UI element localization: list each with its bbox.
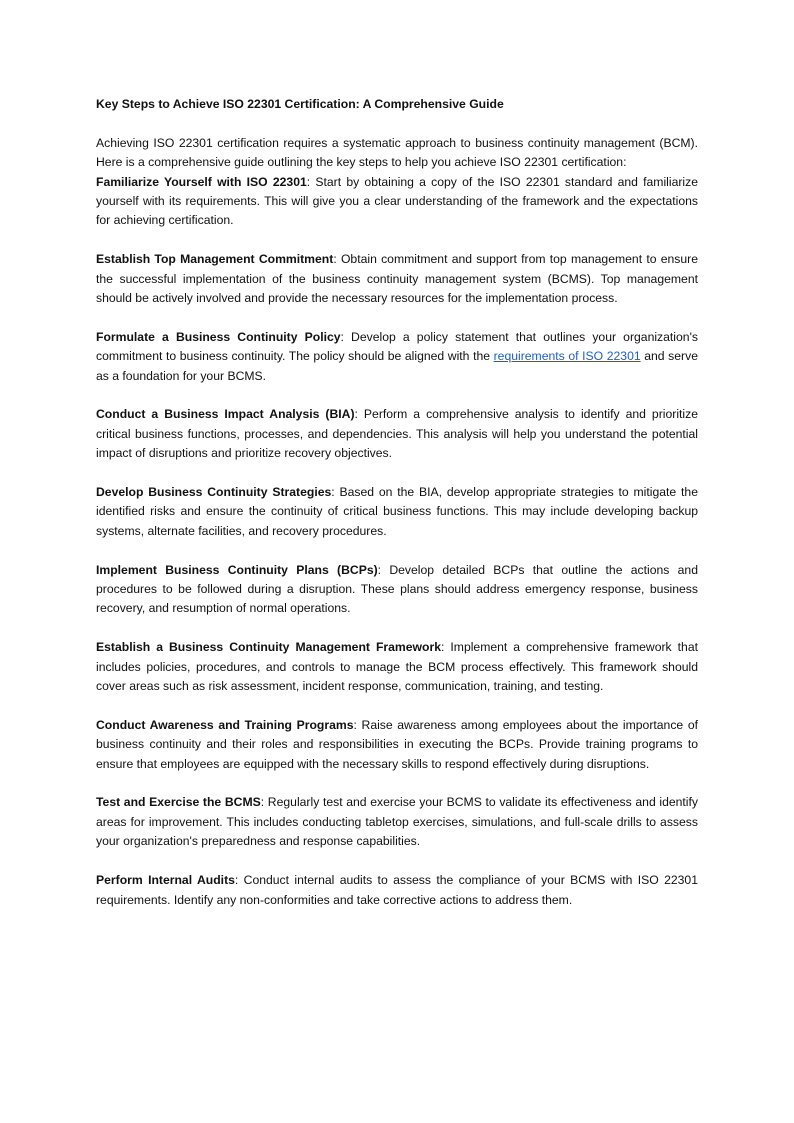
section-paragraph [96,793,698,851]
section-paragraph [96,483,698,541]
section-paragraph [96,173,698,231]
document-page [96,95,698,910]
section-heading: Perform Internal Audits [96,873,235,888]
section-heading: Implement Business Continuity Plans (BCPs) [96,562,378,577]
section-heading: Formulate a Business Continuity Policy [96,329,341,344]
section-paragraph [96,871,698,910]
section-heading: Conduct Awareness and Training Programs [96,717,354,732]
requirements-link[interactable]: requirements of ISO 22301 [493,349,641,364]
section-paragraph [96,638,698,696]
section-paragraph [96,250,698,308]
section-heading: Familiarize Yourself with ISO 22301 [96,174,307,189]
section-heading: Develop Business Continuity Strategies [96,485,332,500]
section-text: : Obtain commitment and support from top management to ensure the successful implementation of the business continuity management system (BCMS). Top management should be actively involved and provide the necessary resources for the implementation process. [96,252,698,306]
section-text: : Based on the BIA, develop appropriate strategies to mitigate the identified risks and ensure the continuity of critical business functions. This may include developing backup systems, alternate facilities, and recovery procedures. [96,485,698,538]
section-heading: Establish a Business Continuity Management Framework [96,640,441,655]
section-paragraph [96,328,698,386]
section-text: : Develop detailed BCPs that outline the actions and procedures to be followed during a disruption. These plans should address emergency response, business recovery, and resumption of normal operations. [96,562,698,616]
sections [96,173,698,910]
section-text-after: and serve as a foundation for your BCMS. [96,349,698,383]
document-title: Key Steps to Achieve ISO 22301 Certification: A Comprehensive Guide [96,97,504,111]
section-text: : Perform a comprehensive analysis to identify and prioritize critical business functions, processes, and dependencies. This analysis will help you understand the potential impact of disruptions and prioritize recovery objectives. [96,407,698,461]
intro-paragraph: Achieving ISO 22301 certification requires a systematic approach to business continuity management (BCM). Here is a comprehensive guide outlining the key steps to help you achieve ISO 22301 certification: [96,135,698,170]
section-text: : Implement a comprehensive framework that includes policies, procedures, and controls to manage the BCM process effectively. This framework should cover areas such as risk assessment, incident response, communication, training, and testing. [96,640,698,694]
section-text: : Develop a policy statement that outlines your organization's commitment to business continuity. The policy should be aligned with the [96,329,698,364]
section-heading: Conduct a Business Impact Analysis (BIA) [96,407,355,422]
section-heading: Establish Top Management Commitment [96,252,334,267]
section-heading: Test and Exercise the BCMS [96,795,261,810]
section-text: : Start by obtaining a copy of the ISO 22301 standard and familiarize yourself with its requirements. This will give you a clear understanding of the framework and the expectations for achieving certification. [96,174,698,228]
section-paragraph [96,561,698,619]
section-text: : Regularly test and exercise your BCMS to validate its effectiveness and identify areas for improvement. This includes conducting tabletop exercises, simulations, and full-scale drills to assess your organization's preparedness and response capabilities. [96,795,698,849]
section-paragraph [96,716,698,774]
section-text: : Raise awareness among employees about the importance of business continuity and their roles and responsibilities in executing the BCPs. Provide training programs to ensure that employees are equipped with the necessary skills to respond effectively during disruptions. [96,717,698,771]
section-text: : Conduct internal audits to assess the compliance of your BCMS with ISO 22301 requirements. Identify any non-conformities and take corrective actions to address them. [96,873,698,907]
section-paragraph [96,405,698,463]
